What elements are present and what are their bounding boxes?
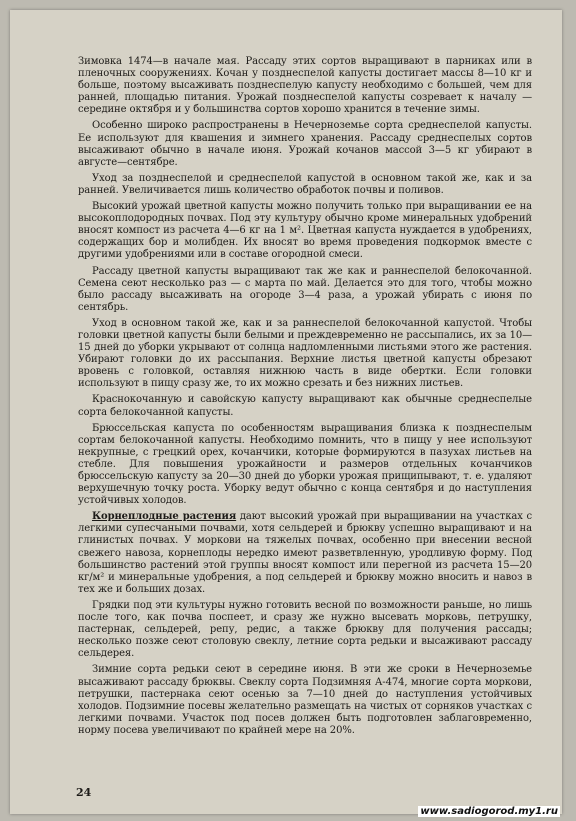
body-text xyxy=(78,56,532,741)
paragraph-7: Краснокочанную и савойскую капусту выращивают как обычные среднеспелые сорта белокочанной капусты. xyxy=(78,394,532,418)
paragraph-1: Зимовка 1474—в начале мая. Рассаду этих сортов выращивают в парниках или в пленочных сооружениях. Кочан у позднеспелой капусты достигает массы 8—10 кг и больше, поэтому высаживать позднеспелую капусту необходимо с большей, чем для ранней, площадью питания. Урожай позднеспелой капусты созревает к началу — середине октября и у большинства сортов хорошо хранится в течение зимы. xyxy=(78,56,532,116)
paragraph-9-text: дают высокий урожай при выращивании на участках с легкими супесчаными почвами, хотя сельдерей и брюкву успешно выращивают и на глинистых почвах. У моркови на тяжелых почвах, особенно при внесении весной свежего навоза, корнеплоды нередко имеют разветвленную, уродливую форму. Под большинство растений этой группы вносят компост или перегной из расчета 15—20 кг/м² и минеральные удобрения, а под сельдерей и брюкву можно вносить и навоз в тех же и больших дозах. xyxy=(78,511,532,595)
paragraph-3: Уход за позднеспелой и среднеспелой капустой в основном такой же, как и за ранней. Увеличивается лишь количество обработок почвы и поливов. xyxy=(78,172,532,196)
paragraph-5: Рассаду цветной капусты выращивают так же как и раннеспелой белокочанной. Семена сеют несколько раз — с марта по май. Делается это для того, чтобы можно было рассаду высаживать на огороде 3—4 раза, а урожай убирать с июня по сентябрь. xyxy=(78,265,532,313)
paragraph-9 xyxy=(78,511,532,596)
paragraph-8: Брюссельская капуста по особенностям выращивания близка к позднеспелым сортам белокочанной капусты. Необходимо помнить, что в пищу у нее используют некрупные, с грецкий орех, кочанчики, которые формируются в пазухах листьев на стебле. Для повышения урожайности и размеров отдельных кочанчиков брюссельскую капусту за 20—30 дней до уборки урожая прищипывают, т. е. удаляют верхушечную точку роста. Уборку ведут обычно с конца сентября и до наступления устойчивых холодов. xyxy=(78,422,532,507)
paragraph-11: Зимние сорта редьки сеют в середине июня. В эти же сроки в Нечерноземье высаживают рассаду брюквы. Свеклу сорта Подзимняя А-474, многие сорта моркови, петрушки, пастернака сеют осенью за 7—10 дней до наступления устойчивых холодов. Подзимние посевы желательно размещать на чистых от сорняков участках с легкими почвами. Участок под посев должен быть подготовлен заблаговременно, норму посева увеличивают по крайней мере на 20%. xyxy=(78,664,532,736)
document-page xyxy=(10,10,562,814)
watermark-url: www.sadiogorod.my1.ru xyxy=(420,806,558,817)
page-number: 24 xyxy=(76,786,92,799)
section-lead: Корнеплодные растения xyxy=(92,511,237,523)
paragraph-10: Грядки под эти культуры нужно готовить весной по возможности раньше, но лишь после того, как почва поспеет, и сразу же нужно высевать морковь, петрушку, пастернак, сельдерей, репу, редис, а также брюкву для получения рассады; несколько позже сеют столовую свеклу, летние сорта редьки и высаживают рассаду сельдерея. xyxy=(78,599,532,660)
paragraph-2: Особенно широко распространены в Нечерноземье сорта среднеспелой капусты. Ее используют для квашения и зимнего хранения. Рассаду среднеспелых сортов высаживают обычно в начале июня. Урожай кочанов массой 3—5 кг убирают в августе—сентябре. xyxy=(78,120,532,168)
paragraph-6: Уход в основном такой же, как и за раннеспелой белокочанной капустой. Чтобы головки цветной капусты были белыми и преждевременно не рассыпались, их за 10—15 дней до уборки укрывают от солнца надломленными листьями этого же растения. Убирают головки до их рассыпания. Верхние листья цветной капусты обрезают вровень с головкой, оставляя нижнюю часть в виде обертки. Если головки используют в пищу сразу же, то их можно срезать и без нижних листьев. xyxy=(78,317,532,390)
paragraph-4: Высокий урожай цветной капусты можно получить только при выращивании ее на высокоплодородных почвах. Под эту культуру обычно кроме минеральных удобрений вносят компост из расчета 4—6 кг на 1 м². Цветная капуста нуждается в удобрениях, содержащих бор и молибден. Их вносят во время проведения подкормок вместе с другими удобрениями или в составе огородной смеси. xyxy=(78,201,532,261)
